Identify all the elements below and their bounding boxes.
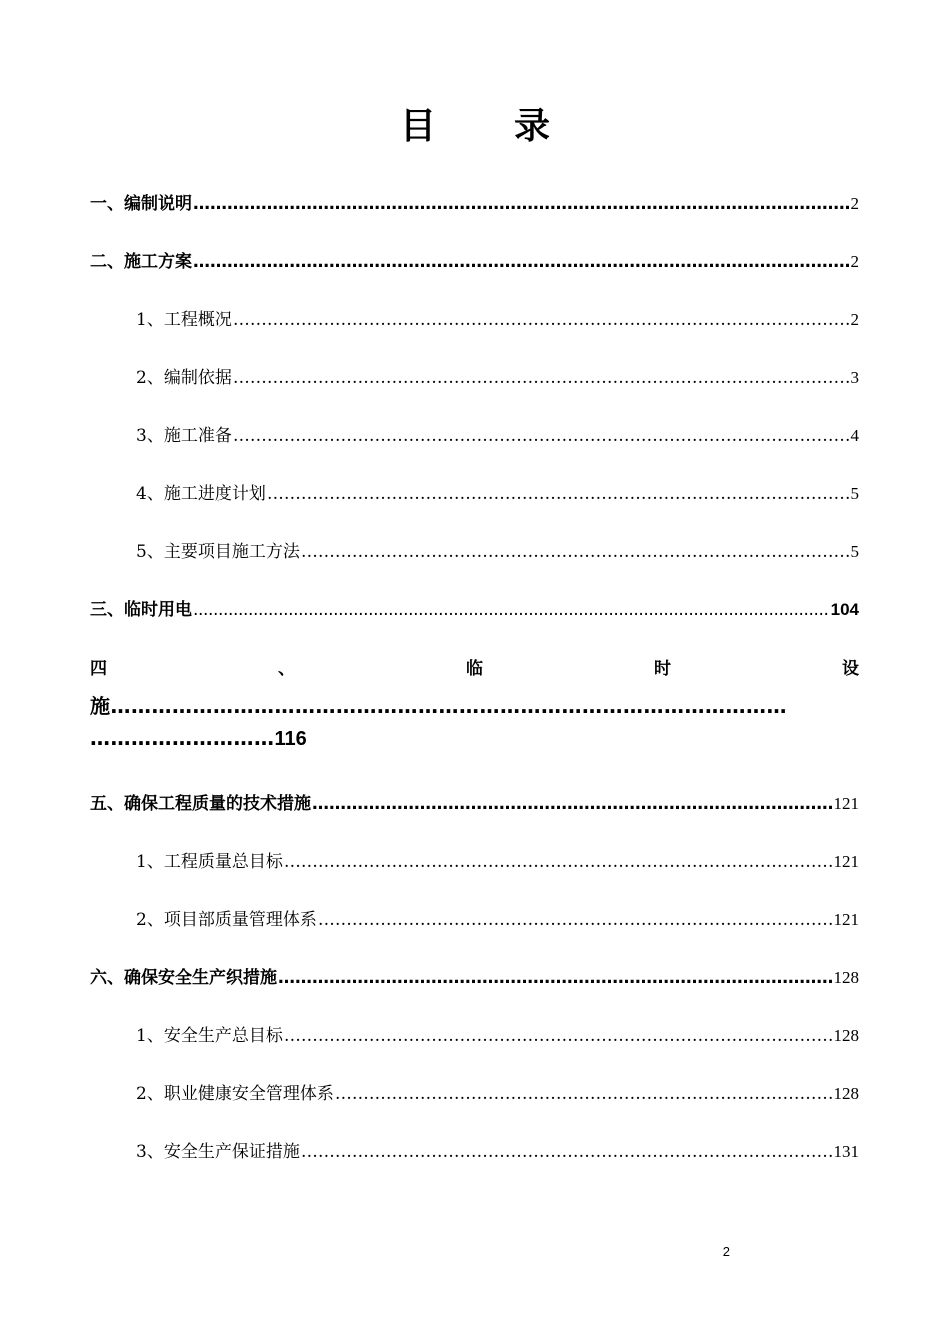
toc-leader <box>278 968 833 988</box>
toc-entry-page: 2 <box>850 310 859 329</box>
toc-entry-page: 3 <box>850 368 859 387</box>
toc-entry-2[interactable] <box>90 246 859 272</box>
toc-entry-4[interactable] <box>90 654 859 678</box>
title-char-2: 录 <box>514 105 551 147</box>
toc-entry-label: 2、职业健康安全管理体系 <box>136 1084 334 1104</box>
toc-leader <box>233 368 850 388</box>
toc-entry-4-part: 设 <box>842 659 859 679</box>
toc-entry-6[interactable] <box>90 962 859 988</box>
toc-leader <box>193 600 830 620</box>
toc-entry-4-part: 临 <box>466 659 483 679</box>
toc-entry-label: 1、工程质量总目标 <box>136 852 283 872</box>
toc-leader <box>301 542 850 562</box>
toc-entry-page: 5 <box>850 542 859 561</box>
toc-entry-page: 128 <box>833 1084 859 1103</box>
toc-entry-2-2[interactable] <box>136 362 859 388</box>
toc-entry-label: 五、确保工程质量的技术措施 <box>90 794 311 814</box>
toc-entry-label: 2、编制依据 <box>136 368 232 388</box>
toc-entry-page: 128 <box>833 1026 859 1045</box>
toc-entry-1[interactable] <box>90 188 859 214</box>
toc-entry-5[interactable] <box>90 788 859 814</box>
toc-entry-5-1[interactable] <box>136 846 859 872</box>
toc-entry-label: 一、编制说明 <box>90 194 192 214</box>
toc-leader <box>233 310 850 330</box>
toc-entry-label: 1、安全生产总目标 <box>136 1026 283 1046</box>
toc-leader: ……………………… <box>90 726 275 750</box>
toc-entry-2-4[interactable] <box>136 478 859 504</box>
toc-entry-label: 3、施工准备 <box>136 426 232 446</box>
toc-entry-6-2[interactable] <box>136 1078 859 1104</box>
toc-entry-4-part: 、 <box>278 659 295 679</box>
toc-entry-page: 121 <box>833 910 859 929</box>
toc-entry-page: 104 <box>830 600 859 619</box>
toc-entry-label: 六、确保安全生产织措施 <box>90 968 277 988</box>
page-number: 2 <box>722 1244 730 1259</box>
toc-entry-page: 121 <box>833 794 859 813</box>
toc-leader <box>335 1084 833 1104</box>
toc-entry-label: 4、施工进度计划 <box>136 484 266 504</box>
toc-entry-page: 2 <box>850 194 859 213</box>
toc-entry-4-part: 时 <box>654 659 671 679</box>
toc-entry-page: 4 <box>850 426 859 445</box>
toc-leader <box>193 194 850 214</box>
toc-entry-page: 128 <box>833 968 859 987</box>
toc-leader <box>318 910 833 930</box>
toc-entry-label: 2、项目部质量管理体系 <box>136 910 317 930</box>
toc-entry-4-line3 <box>90 726 307 751</box>
toc-entry-3[interactable] <box>90 594 859 620</box>
toc-leader <box>284 852 833 872</box>
toc-entry-6-3[interactable] <box>136 1136 859 1162</box>
toc-entry-label: 5、主要项目施工方法 <box>136 542 300 562</box>
title-char-1: 目 <box>399 105 436 147</box>
toc-entry-4-line2: 施……………………………………………………………………………………… <box>90 694 787 718</box>
toc-leader <box>267 484 850 504</box>
toc-entry-2-5[interactable] <box>136 536 859 562</box>
toc-entry-page: 5 <box>850 484 859 503</box>
toc-leader <box>233 426 850 446</box>
toc-entry-6-1[interactable] <box>136 1020 859 1046</box>
toc-entry-label: 3、安全生产保证措施 <box>136 1142 300 1162</box>
toc-leader <box>312 794 833 814</box>
toc-entry-page: 131 <box>833 1142 859 1161</box>
toc-entry-5-2[interactable] <box>136 904 859 930</box>
toc-entry-page: 121 <box>833 852 859 871</box>
toc-entry-2-3[interactable] <box>136 420 859 446</box>
toc-entry-2-1[interactable] <box>136 304 859 330</box>
toc-entry-page: 2 <box>850 252 859 271</box>
page-title <box>0 98 950 149</box>
toc-entry-label: 1、工程概况 <box>136 310 232 330</box>
toc-entry-label: 二、施工方案 <box>90 252 192 272</box>
toc-entry-label: 三、临时用电 <box>90 600 192 620</box>
toc-entry-page: 116 <box>274 728 307 750</box>
toc-leader <box>301 1142 833 1162</box>
toc-leader <box>284 1026 833 1046</box>
toc-entry-4-part: 四 <box>90 659 107 679</box>
toc-leader <box>193 252 850 272</box>
